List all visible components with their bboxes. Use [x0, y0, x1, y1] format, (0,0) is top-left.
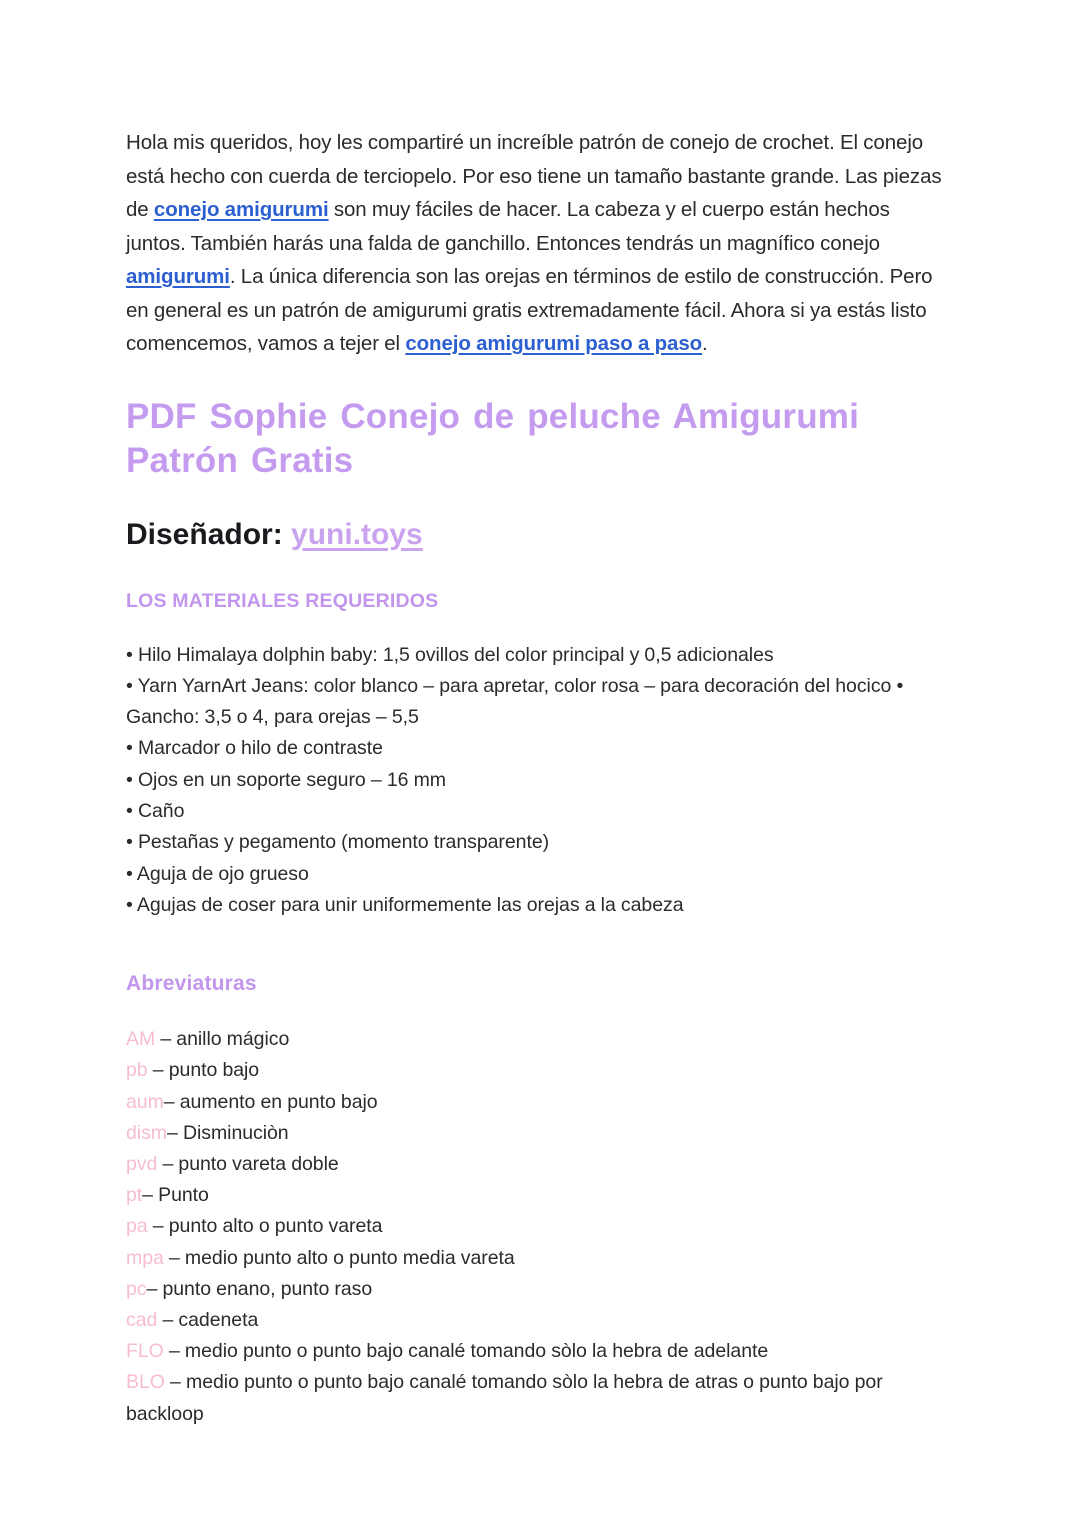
intro-text-2: son muy fáciles de hacer. La cabeza y el cuerpo están hechos juntos. También harás una falda de ganchillo. Entonces tendrás un magnífico conejo — [126, 198, 890, 255]
abbreviation-code: pt — [126, 1184, 143, 1207]
abbreviation-definition: – medio punto alto o punto media vareta — [163, 1246, 515, 1269]
list-item: • Agujas de coser para unir uniformemente las orejas a la cabeza — [126, 893, 684, 916]
abbreviation-code: AM — [126, 1028, 156, 1051]
list-item — [126, 1087, 948, 1118]
list-item — [126, 1336, 948, 1367]
list-item — [126, 1243, 948, 1274]
intro-paragraph — [126, 126, 948, 361]
abbreviation-code: BLO — [126, 1371, 165, 1394]
link-conejo-amigurumi[interactable]: conejo amigurumi — [153, 198, 329, 221]
intro-text-1: Hola mis queridos, hoy les compartiré un increíble patrón de conejo de crochet. El conejo está hecho con cuerda de terciopelo. Por eso tiene un tamaño bastante grande. Las piezas de — [126, 131, 942, 221]
abbreviation-code: aum — [126, 1090, 164, 1113]
abbreviation-code: mpa — [126, 1246, 164, 1269]
page-title: PDF Sophie Conejo de peluche Amigurumi Patrón Gratis — [126, 396, 860, 480]
abbreviation-definition: – aumento en punto bajo — [163, 1090, 378, 1113]
intro-text-3: . La única diferencia son las orejas en términos de estilo de construcción. Pero en general es un patrón de amigurumi gratis extremadamente fácil. Ahora si ya estás listo comencemos, vamos a tejer el — [126, 265, 933, 355]
abbreviation-definition: – medio punto o punto bajo canalé tomando sòlo la hebra de adelante — [163, 1340, 769, 1363]
list-item: • Hilo Himalaya dolphin baby: 1,5 ovillos del color principal y 0,5 adicionales — [126, 643, 774, 666]
abbreviations-heading: Abreviaturas — [126, 972, 257, 996]
abbreviation-code: pc — [126, 1277, 147, 1300]
list-item: • Pestañas y pegamento (momento transparente) — [126, 831, 550, 854]
document-content — [126, 126, 948, 1430]
abbreviation-definition: – punto bajo — [147, 1059, 260, 1082]
list-item — [126, 1055, 948, 1086]
abbreviation-code: pa — [126, 1215, 148, 1238]
abbreviation-definition: – Punto — [142, 1184, 209, 1207]
abbreviation-definition: – anillo mágico — [155, 1028, 290, 1051]
abbreviation-definition: – punto alto o punto vareta — [147, 1215, 383, 1238]
list-item: • Marcador o hilo de contraste — [126, 737, 383, 760]
list-item — [126, 1149, 948, 1180]
list-item: • Yarn YarnArt Jeans: color blanco – para apretar, color rosa – para decoración del hocico • Gancho: 3,5 o 4, para orejas – 5,5 — [126, 674, 904, 729]
list-item: • Caño — [126, 799, 185, 822]
list-item — [126, 1305, 948, 1336]
list-item — [126, 1211, 948, 1242]
designer-line — [126, 515, 948, 555]
list-item — [126, 1367, 948, 1429]
abbreviation-definition: – cadeneta — [157, 1309, 259, 1331]
abbreviation-code: pvd — [126, 1152, 158, 1175]
list-item — [126, 1118, 948, 1149]
abbreviation-definition: – punto vareta doble — [157, 1152, 339, 1175]
abbreviation-code: dism — [126, 1121, 167, 1144]
link-amigurumi[interactable]: amigurumi — [126, 265, 230, 288]
abbreviation-code: cad — [126, 1309, 158, 1331]
abbreviation-code: pb — [126, 1059, 148, 1082]
list-item — [126, 1274, 948, 1305]
abbreviation-definition: – punto enano, punto raso — [146, 1277, 373, 1300]
designer-label: Diseñador: — [126, 517, 292, 551]
list-item — [126, 1024, 948, 1055]
abbreviation-definition: – medio punto o punto bajo canalé tomando sòlo la hebra de atras o punto bajo por backloop — [126, 1371, 883, 1425]
materials-list — [126, 640, 948, 922]
abbreviation-code: FLO — [126, 1340, 164, 1363]
abbreviations-list — [126, 1024, 948, 1430]
list-item — [126, 1180, 948, 1211]
materials-heading: LOS MATERIALES REQUERIDOS — [126, 589, 439, 612]
intro-text-4: . — [702, 332, 708, 355]
list-item: • Aguja de ojo grueso — [126, 862, 309, 885]
list-item: • Ojos en un soporte seguro – 16 mm — [126, 768, 446, 791]
designer-link-yuni-toys[interactable]: yuni.toys — [291, 517, 423, 551]
link-conejo-amigurumi-paso-a-paso[interactable]: conejo amigurumi paso a paso — [405, 332, 703, 355]
abbreviation-definition: – Disminuciòn — [166, 1121, 289, 1144]
